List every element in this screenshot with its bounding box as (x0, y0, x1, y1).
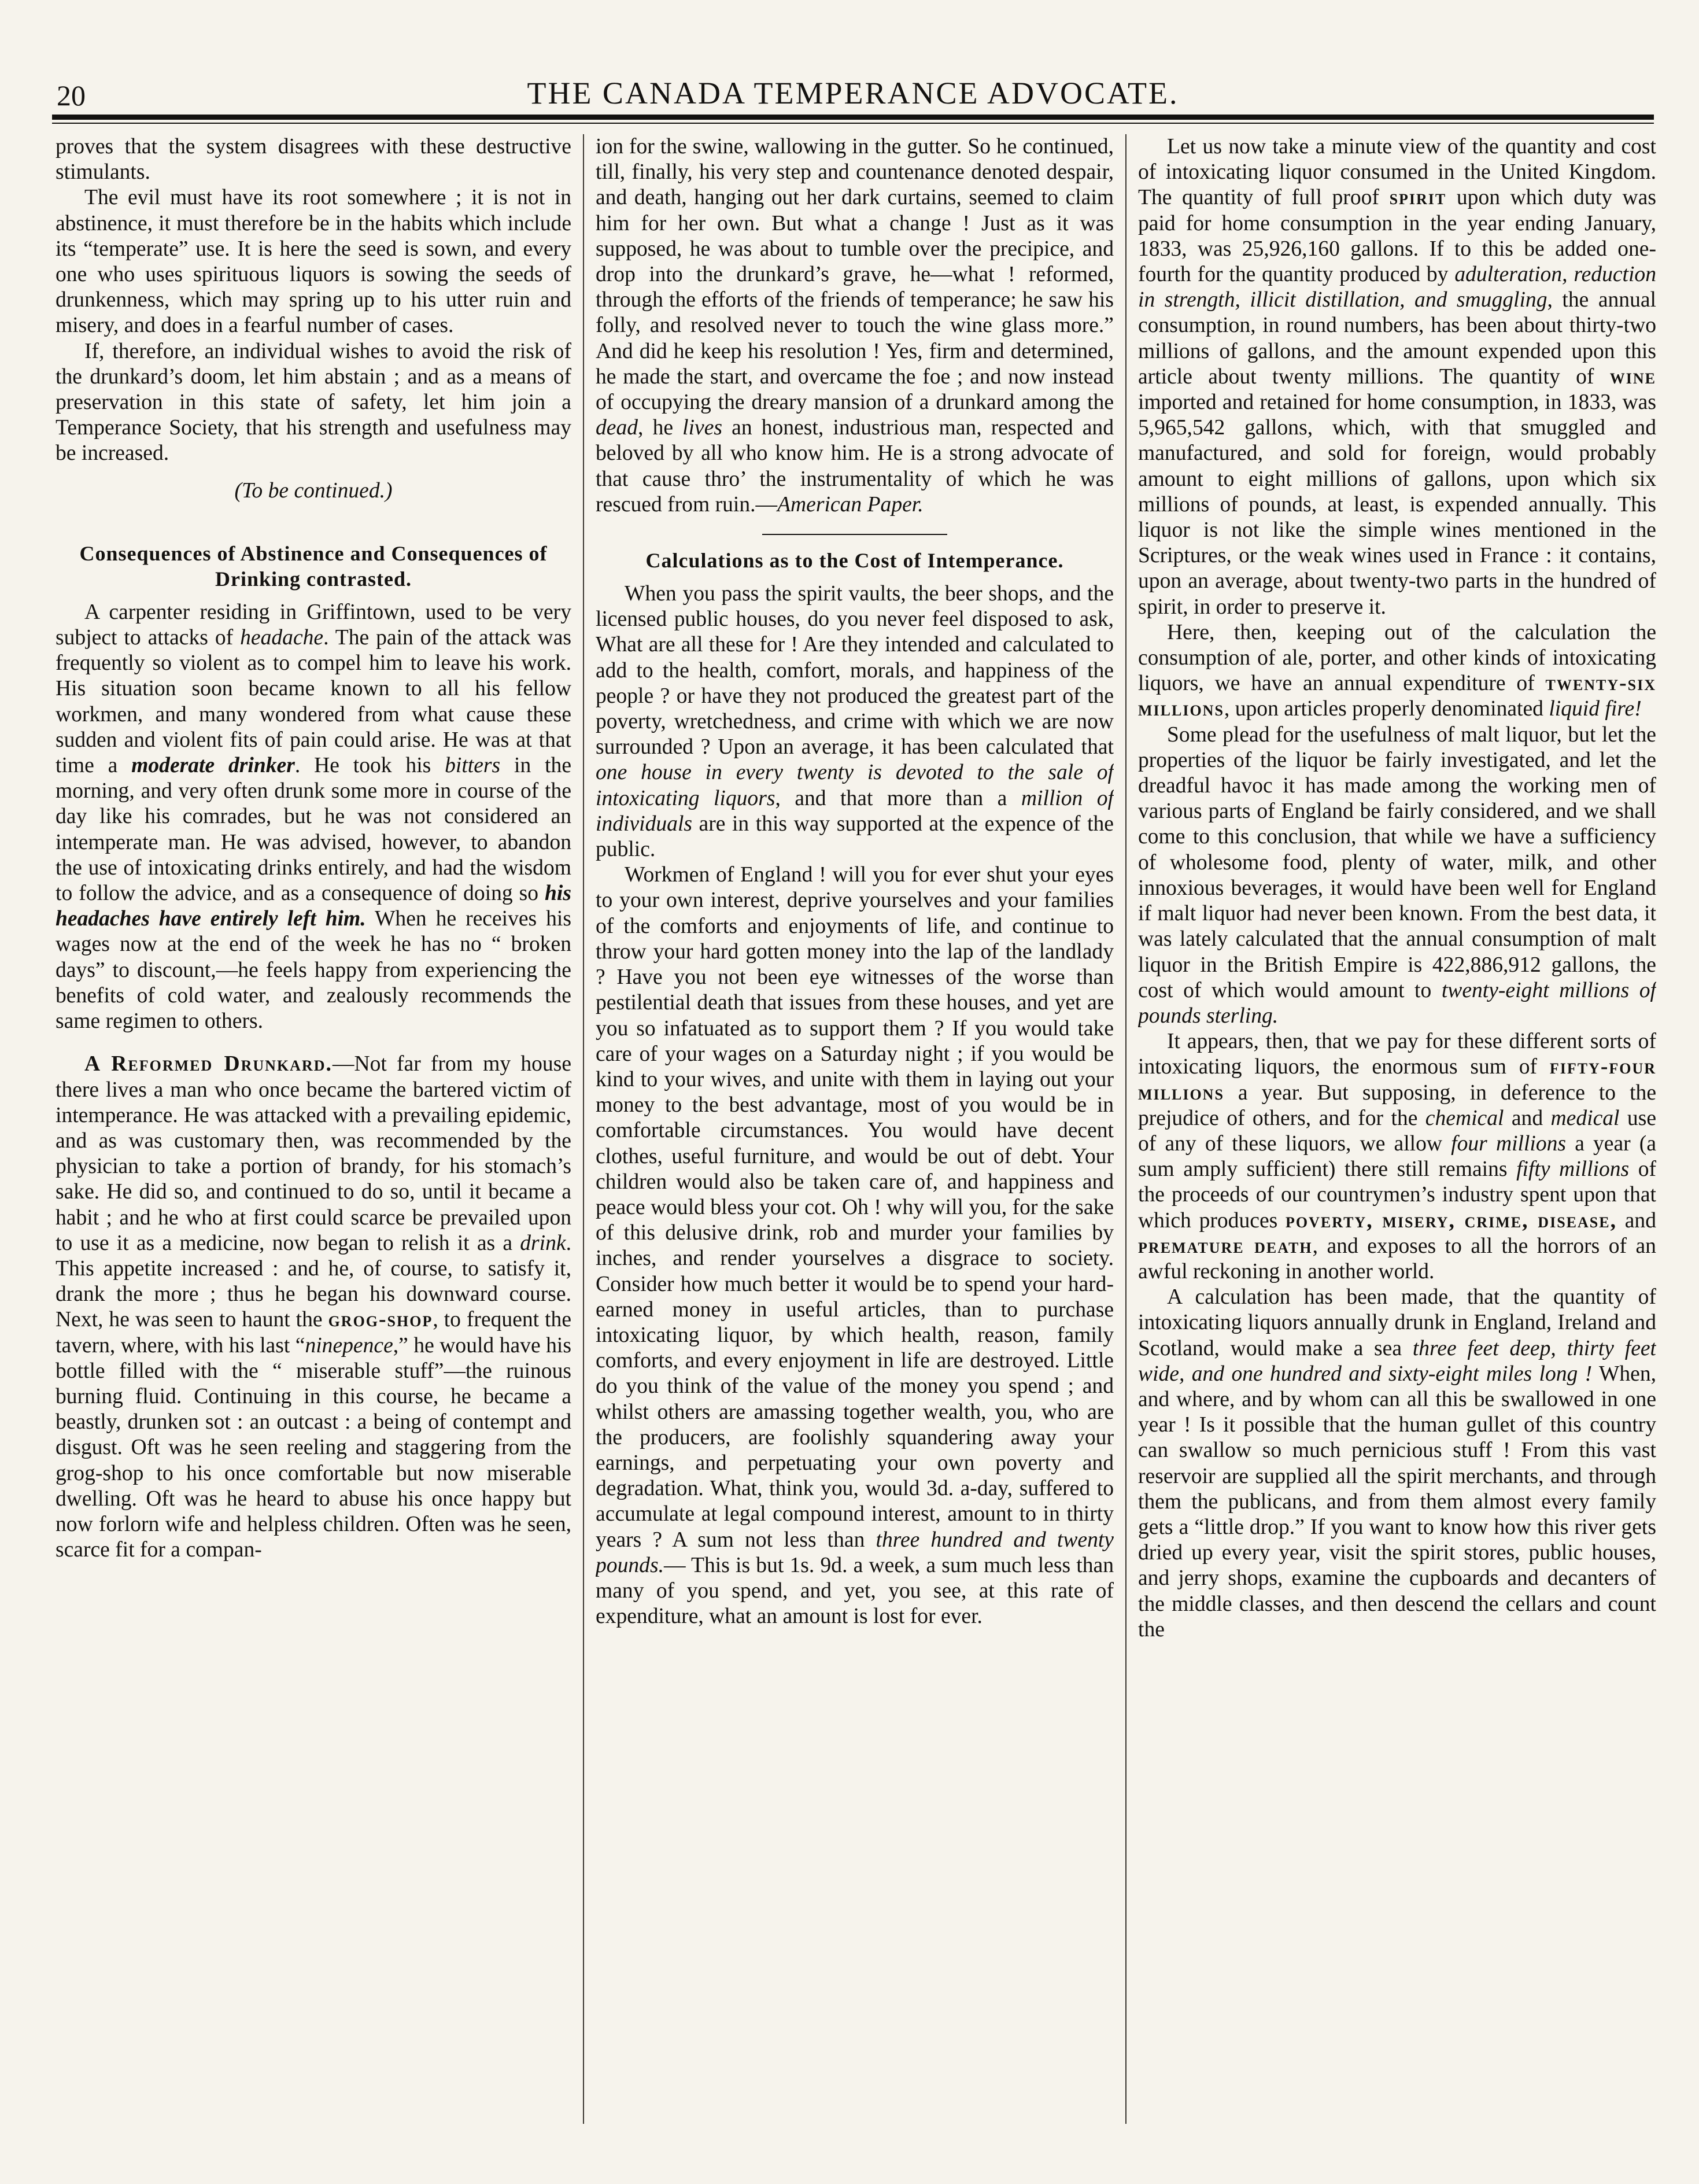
section-divider (762, 534, 947, 535)
paragraph (1138, 134, 1656, 620)
paragraph (1138, 1285, 1656, 1643)
text-italic: lives (682, 416, 723, 440)
column-3 (1138, 134, 1656, 2141)
header-rule-thick (52, 115, 1654, 120)
text-smallcaps: spirit (1389, 186, 1447, 210)
paragraph: The evil must have its root somewhere ; it is not in abstinence, it must therefore be in the habits which include its “temperate” use. It is here the seed is sown, and every one who uses spirituous liquors is sowing the seeds of drunkenness, which may spring up to his utter ruin and misery, and does in a fearful number of cases. (56, 186, 571, 338)
text: an honest, industrious man, respected and beloved by all who know him. He is a strong advocate of that cause thro’ the instrumentality of which he was rescued from ruin.— (596, 416, 1114, 517)
paragraph: If, therefore, an individual wishes to avoid the risk of the drunkard’s doom, let him abstain ; and as a means of preservation in this state of safety, let him join a Temperance Society, that his strength and usefulness may be increased. (56, 339, 571, 466)
page-number: 20 (57, 79, 86, 112)
text-smallcaps: premature death (1138, 1234, 1313, 1258)
text: When you pass the spirit vaults, the beer shops, and the licensed public houses, do you never feel disposed to ask, What are all these for ! Are they intended and calculated to add to the health, comfort, morals, and happiness of the people ? or have they not produced the greatest part of the poverty, wretchedness, and crime with which we are now surrounded ? Upon an average, it has been calculated that (596, 582, 1114, 759)
text: use of any of these liquors, we allow (1138, 1106, 1656, 1156)
header-rule-thin (52, 123, 1654, 124)
column-2 (596, 134, 1114, 2141)
text-smallcaps: wine (1609, 364, 1656, 389)
text-italic: liquid fire! (1549, 697, 1642, 721)
text-italic: chemical (1425, 1106, 1504, 1130)
text-smallcaps: twenty-six millions (1138, 672, 1656, 721)
text-italic: medical (1550, 1106, 1620, 1130)
text-italic: three hundred and twenty pounds. (596, 1528, 1114, 1577)
page-header (52, 75, 1654, 116)
paragraph (1138, 722, 1656, 1029)
text-italic: bitters (445, 754, 501, 778)
spacer (56, 1034, 571, 1052)
text: Some plead for the usefulness of malt liquor, but let the properties of the liquor be fairly investigated, and let the dreadful havoc it has made among the working men of various parts of England be fairly considered, and we shall come to this conclusion, that while we have a sufficiency of wholesome food, plenty of water, milk, and other innoxious beverages, it would have been well for England if malt liquor had never been known. From the best data, it was lately calculated that the annual consumption of malt liquor in the British Empire is 422,886,912 gallons, the cost of which would amount to (1138, 722, 1656, 1002)
text: A carpenter residing in Griffintown, used to be very subject to attacks of (56, 600, 571, 650)
column-rule-2 (1125, 134, 1126, 2124)
paragraph (56, 1052, 571, 1563)
text-italic: headache (240, 626, 324, 650)
article-heading: Consequences of Abstinence and Consequences of Drinking contrasted. (79, 541, 548, 591)
text: and (1504, 1106, 1551, 1130)
text-smallcaps: fifty-four millions (1138, 1055, 1656, 1105)
text: a year (a sum amply sufficient) there still remains (1138, 1131, 1656, 1182)
text: . The pain of the attack was frequently so violent as to compel him to leave his work. His situation soon became known to all his fellow workmen, and many wondered from what cause these sudden and violent fits of pain could arise. He was at that time a (56, 626, 571, 778)
paragraph (56, 600, 571, 1034)
text-italic: twenty-eight millions of pounds sterling. (1138, 978, 1656, 1028)
text: , to frequent the tavern, where, with his last “ (56, 1308, 571, 1357)
text-italic: fifty millions (1516, 1157, 1630, 1182)
text: When, and where, and by whom can all this be swallowed in one year ! Is it possible that the human gullet of this country can swallow so much pernicious stuff ! From this vast reservoir are supplied all the spirit merchants, and through them the publicans, and from them almost every family gets a “little drop.” If you want to know how this river gets dried up every year, visit the spirit stores, public houses, and jerry shops, examine the cupboards and decanters of the middle classes, and then descend the cellars and count the (1138, 1362, 1656, 1641)
run-in-caption: A Reformed Drunkard. (84, 1052, 333, 1076)
text: ,” he would have his bottle filled with the “ miserable stuff”—the ruinous burning fluid. Continuing in this course, he became a beastly, drunken sot : an outcast : a being of contempt and disgust. Oft was he seen reeling and staggering from the grog-shop to his once comfortable but now miserable dwelling. Oft was he heard to abuse his once happy but now forlorn wife and helpless children. Often was he seen, scarce fit for a compan- (56, 1333, 571, 1562)
text: When he receives his wages now at the end of the week he has no “ broken days” to discount,—he feels happy from experiencing the benefits of cold water, and zealously recommends the same regimen to others. (56, 907, 571, 1034)
text: of the proceeds of our countrymen’s industry spent upon that which produces (1138, 1157, 1656, 1233)
text: Workmen of England ! will you for ever shut your eyes to your own interest, deprive yourselves and your families of the comforts and enjoyments of life, and continue to throw your hard gotten money into the lap of the landlady ? Have you not been eye witnesses of the worse than pestilential death that issues from these houses, and yet are you so infatuated as to support them ? If you would take care of your wages on a Saturday night ; if you would be kind to your wives, and unite with them in laying out your money to the best advantage, most of you would be in comfortable circumstances. You would have decent clothes, useful furniture, and would be out of debt. Your children would also be taken care of, and happiness and peace would bless your cot. Oh ! why will you, for the sake of this delusive drink, rob and murder your families by inches, and render yourselves a disgrace to society. Consider how much better it would be to spend your hard-earned money in useful articles, than to purchase intoxicating liquor, by which health, reason, family comforts, and every enjoyment in life are destroyed. Little do you think of the value of the money you spend ; and whilst others are amassing together wealth, you, who are the producers, are foolishly squandering away your earnings, and perpetuating your own poverty and degradation. What, think you, would 3d. a-day, suffered to accumulate at legal compound interest, amount to in thirty years ? A sum not less than (596, 863, 1114, 1552)
text-italic: moderate drinker (131, 754, 295, 778)
text: — This is but 1s. 9d. a week, a sum much less than many of you spend, and yet, you see, at this rate of expenditure, what an amount is lost for ever. (596, 1553, 1114, 1629)
text: ion for the swine, wallowing in the gutter. So he continued, till, finally, his very step and countenance denoted despair, and death, hanging out her dark curtains, seemed to claim him for her own. But what a change ! Just as it was supposed, he was about to tumble over the precipice, and drop into the drunkard’s grave, he—what ! reformed, through the efforts of the friends of temperance; he saw his folly, and resolved never to touch the wine glass more.” And did he keep his resolution ! Yes, firm and determined, he made the start, and overcame the foe ; and now instead of occupying the dreary mansion of a drunkard among the (596, 135, 1114, 415)
text: and (1616, 1208, 1656, 1233)
text: Here, then, keeping out of the calculation the consumption of ale, porter, and other kinds of intoxicating liquors, we have an annual expenditure of (1138, 620, 1656, 696)
source-credit: American Paper. (777, 492, 924, 517)
to-be-continued: (To be continued.) (234, 478, 393, 503)
text-italic: one house in every twenty is devoted to the sale of intoxicating liquors (596, 761, 1114, 810)
text: a year. But supposing, in deference to the prejudice of others, and for the (1138, 1080, 1656, 1130)
text-italic: four millions (1451, 1131, 1567, 1156)
text-smallcaps: grog-shop (328, 1308, 433, 1332)
text: , and that more than a (775, 786, 1021, 810)
text: It appears, then, that we pay for these different sorts of intoxicating liquors, the enormous sum of (1138, 1030, 1656, 1079)
column-1 (56, 134, 571, 2141)
text-italic: ninepence (305, 1333, 393, 1357)
text-italic: adulteration, reduction in strength, illicit distillation, and smuggling (1138, 263, 1656, 312)
text: , the annual consumption, in round numbers, has been about thirty-two millions of gallons, and the amount expended upon this article about twenty millions. The quantity of (1138, 288, 1656, 389)
text-smallcaps: poverty, misery, crime, disease, (1286, 1208, 1617, 1233)
paragraph (1138, 620, 1656, 722)
paragraph (596, 134, 1114, 518)
text-italic: million of individuals (596, 786, 1114, 836)
paragraph (596, 581, 1114, 862)
running-title: THE CANADA TEMPERANCE ADVOCATE. (527, 76, 1179, 110)
text: —Not far from my house there lives a man who once became the bartered victim of intemperance. He was attacked with a prevailing epidemic, and as was customary then, was recommended by the physician to take a portion of brandy, for his stomach’s sake. He did so, and continued to do so, until it became a habit ; and he who at first could scarce be prevailed upon to use it as a medicine, now began to relish it as a (56, 1052, 571, 1255)
article-heading: Calculations as to the Cost of Intemperance. (645, 549, 1064, 573)
text-italic: three feet deep, thirty feet wide, and one hundred and sixty-eight miles long ! (1138, 1336, 1656, 1386)
text-italic: his headaches have entirely left him. (56, 881, 571, 931)
paragraph: proves that the system disagrees with these destructive stimulants. (56, 135, 571, 185)
text: Let us now take a minute view of the quantity and cost of intoxicating liquor consumed in the United Kingdom. The quantity of full proof (1138, 135, 1656, 210)
text: are in this way supported at the expence of the public. (596, 811, 1114, 862)
text: . He took his (294, 754, 445, 778)
text-italic: drink (520, 1231, 566, 1255)
text: , he (638, 416, 683, 440)
paragraph (596, 862, 1114, 1629)
text: imported and retained for home consumption, in 1833, was 5,965,542 gallons, which, with that smuggled and manufactured, and sold for foreign, would probably amount to eight millions of gallons, upon which six millions of pounds, at least, is expended annually. This liquor is not like the simple wines mentioned in the Scriptures, or the weak wines used in France : it contains, upon an average, about twenty-two parts in the hundred of spirit, in order to preserve it. (1138, 390, 1656, 619)
text: A calculation has been made, that the quantity of intoxicating liquors annually drunk in England, Ireland and Scotland, would make a sea (1138, 1285, 1656, 1360)
text: upon which duty was paid for home consumption in the year ending January, 1833, was 25,926,160 gallons. If to this be added one-fourth for the quantity produced by (1138, 186, 1656, 287)
paragraph (1138, 1029, 1656, 1285)
text: , and exposes to all the horrors of an awful reckoning in another world. (1138, 1234, 1656, 1283)
column-rule-1 (583, 134, 584, 2124)
text-italic: dead (596, 416, 638, 440)
text: , upon articles properly denominated (1224, 697, 1549, 721)
text: in the morning, and very often drunk some more in course of the day like his comrades, but he was not considered an intemperate man. He was advised, however, to abandon the use of intoxicating drinks entirely, and had the wisdom to follow the advice, and as a consequence of doing so (56, 754, 571, 906)
text: . This appetite increased : and he, of course, to satisfy it, drank the more ; thus he began his downward course. Next, he was seen to haunt the (56, 1231, 571, 1332)
